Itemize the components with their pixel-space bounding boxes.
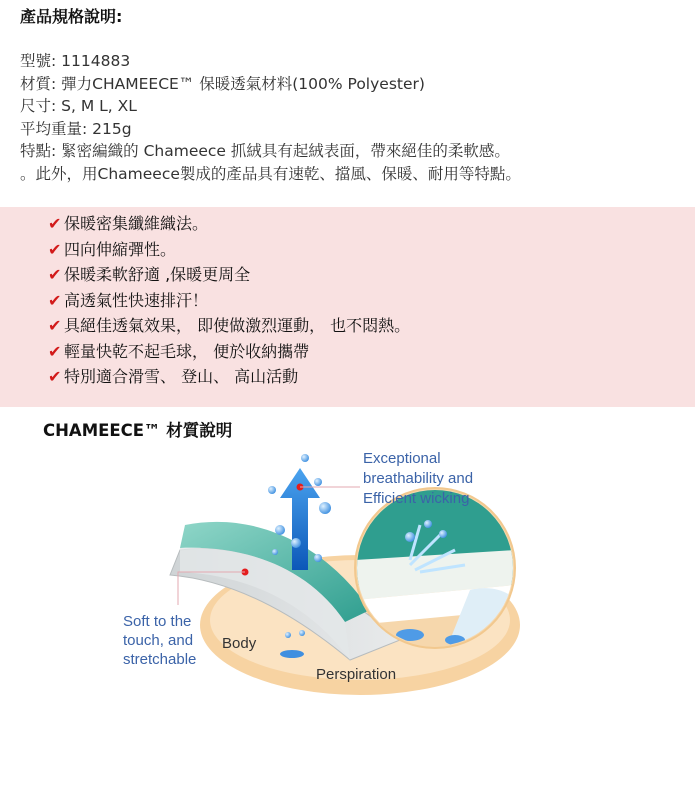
label-perspiration: Perspiration xyxy=(316,666,397,683)
check-icon: ✔ xyxy=(48,367,62,386)
fabric-diagram xyxy=(110,440,530,700)
label-body: Body xyxy=(222,635,257,652)
feature-item: ✔ 特別適合滑雪、 登山、 高山活動 xyxy=(48,364,410,390)
spec-material: 材質: 彈力CHAMEECE™ 保暖透氣材料(100% Polyester) xyxy=(20,74,425,93)
spec-weight: 平均重量: 215g xyxy=(20,119,132,138)
label-breathability: Exceptional xyxy=(363,450,441,467)
feature-item: ✔ 高透氣性快速排汗！ xyxy=(48,288,410,314)
spec-size: 尺寸: S, M L, XL xyxy=(20,97,137,115)
label-soft: touch, and xyxy=(123,632,194,649)
feature-item: ✔ 具絕佳透氣效果， 即使做激烈運動， 也不悶熱。 xyxy=(48,313,410,339)
label-breathability: breathability and xyxy=(363,470,474,487)
label-breathability: Efficient wicking xyxy=(363,490,470,507)
check-icon: ✔ xyxy=(48,214,62,233)
check-icon: ✔ xyxy=(48,290,62,310)
label-soft: stretchable xyxy=(123,651,197,668)
check-icon: ✔ xyxy=(48,239,62,259)
check-icon: ✔ xyxy=(48,265,62,284)
spec-features-cont: 。此外，用Chameece製成的產品具有速乾、擋風、保暖、耐用等特點。 xyxy=(20,164,521,183)
feature-item: ✔ 四向伸縮彈性。 xyxy=(48,237,410,263)
section-title: CHAMEECE™ 材質說明 xyxy=(43,421,233,440)
feature-item: ✔ 保暖柔軟舒適 ,保暖更周全 xyxy=(48,262,410,288)
feature-item: ✔ 保暖密集纖維織法。 xyxy=(48,211,410,237)
page-title: 產品規格說明: xyxy=(20,7,123,26)
spec-list xyxy=(20,50,521,185)
feature-item: ✔ 輕量快乾不起毛球， 便於收納攜帶 xyxy=(48,339,410,365)
spec-model: 型號: 1114883 xyxy=(20,52,131,70)
check-icon: ✔ xyxy=(48,316,62,335)
spec-features: 特點: 緊密編織的 Chameece 抓絨具有起絨表面，帶來絕佳的柔軟感。 xyxy=(20,142,510,160)
feature-list xyxy=(48,211,410,390)
label-soft: Soft to the xyxy=(123,613,192,630)
check-icon: ✔ xyxy=(48,341,62,361)
